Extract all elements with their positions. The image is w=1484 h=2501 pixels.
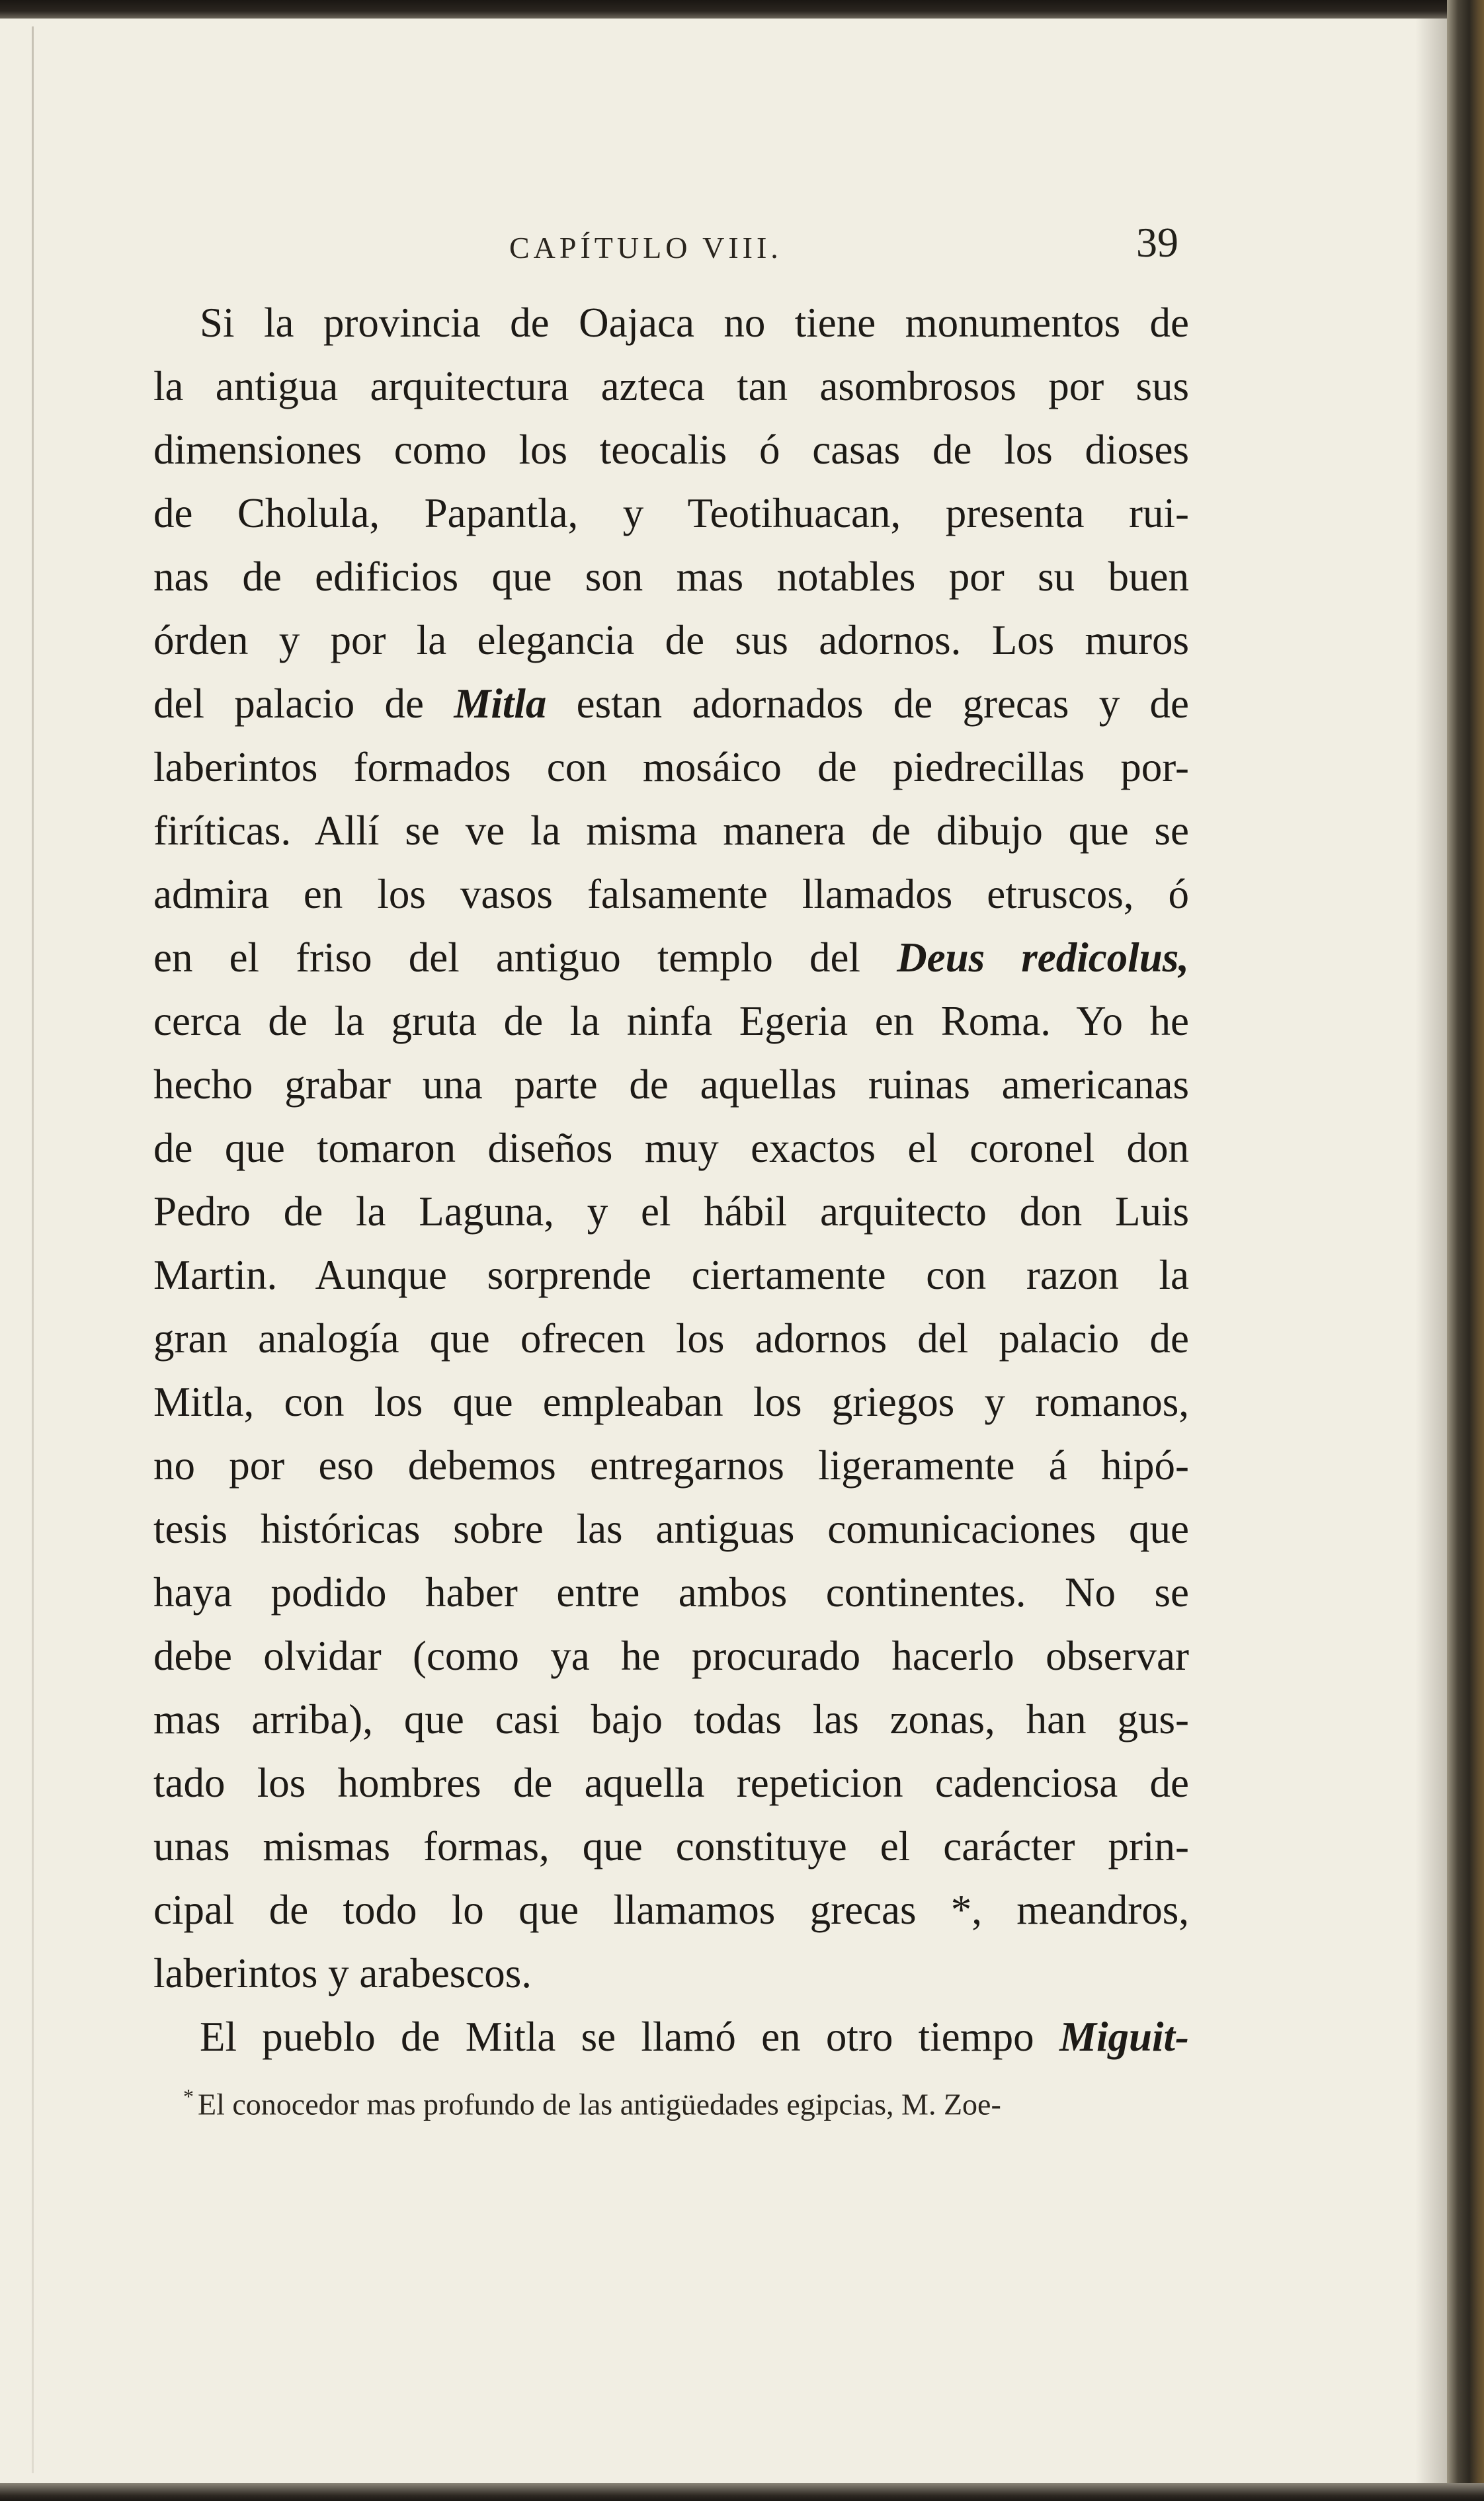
text-line: nas de edificios que son mas notables por su buen xyxy=(153,554,1189,600)
text-fragment: estan adornados de grecas y de xyxy=(546,680,1189,727)
page-margin-shadow xyxy=(32,26,34,2473)
italic-term-deus-redicolus: Deus redicolus, xyxy=(897,934,1189,981)
text-line xyxy=(153,672,1189,735)
text-line: debe olvidar (como ya he procurado hacerlo observar xyxy=(153,1633,1189,1679)
scan-top-edge xyxy=(0,0,1484,19)
text-line: de que tomaron diseños muy exactos el coronel don xyxy=(153,1125,1189,1171)
text-line: Si la provincia de Oajaca no tiene monumentos de xyxy=(200,300,1189,346)
text-line: Pedro de la Laguna, y el hábil arquitecto don Luis xyxy=(153,1188,1189,1235)
text-line: unas mismas formas, que constituye el carácter prin- xyxy=(153,1823,1189,1869)
text-line: Martin. Aunque sorprende ciertamente con razon la xyxy=(153,1252,1189,1298)
body-text xyxy=(153,291,1189,2069)
running-head xyxy=(0,218,1484,271)
text-line: hecho grabar una parte de aquellas ruinas americanas xyxy=(153,1061,1189,1108)
text-line: de Cholula, Papantla, y Teotihuacan, presenta rui- xyxy=(153,490,1189,536)
text-line: cipal de todo lo que llamamos grecas *, meandros, xyxy=(153,1887,1189,1933)
text-fragment: El pueblo de Mitla se llamó en otro tiempo xyxy=(200,2014,1059,2060)
scan-bottom-edge xyxy=(0,2483,1484,2501)
page-number: 39 xyxy=(1136,219,1178,266)
running-title: CAPÍTULO VIII. xyxy=(509,231,782,265)
text-line: tado los hombres de aquella repeticion cadenciosa de xyxy=(153,1760,1189,1806)
text-line xyxy=(153,2005,1189,2069)
text-line: cerca de la gruta de la ninfa Egeria en Roma. Yo he xyxy=(153,998,1189,1044)
footnote xyxy=(153,2070,1189,2131)
italic-term-miguit: Miguit- xyxy=(1059,2014,1189,2060)
text-line: órden y por la elegancia de sus adornos. Los muros xyxy=(153,617,1189,663)
text-line: laberintos y arabescos. xyxy=(153,1950,532,1996)
italic-term-mitla: Mitla xyxy=(454,680,547,727)
text-line: haya podido haber entre ambos continentes. No se xyxy=(153,1569,1189,1616)
footnote-marker: * xyxy=(183,2084,194,2108)
text-line: admira en los vasos falsamente llamados etruscos, ó xyxy=(153,871,1189,917)
text-fragment: del palacio de xyxy=(153,680,454,727)
book-binding-edge xyxy=(1447,0,1484,2501)
footnote-text: El conocedor mas profundo de las antigüedades egipcias, M. Zoe- xyxy=(198,2087,1001,2121)
text-line: la antigua arquitectura azteca tan asombrosos por sus xyxy=(153,363,1189,409)
text-line xyxy=(153,926,1189,989)
gutter-shadow xyxy=(1415,19,1447,2483)
text-line: no por eso debemos entregarnos ligeramente á hipó- xyxy=(153,1442,1189,1489)
text-fragment: en el friso del antiguo templo del xyxy=(153,934,897,981)
text-line: laberintos formados con mosáico de piedrecillas por- xyxy=(153,744,1189,790)
text-line: tesis históricas sobre las antiguas comunicaciones que xyxy=(153,1506,1189,1552)
text-line: dimensiones como los teocalis ó casas de los dioses xyxy=(153,427,1189,473)
text-line: gran analogía que ofrecen los adornos del palacio de xyxy=(153,1315,1189,1362)
text-line: firíticas. Allí se ve la misma manera de dibujo que se xyxy=(153,807,1189,854)
text-line: mas arriba), que casi bajo todas las zonas, han gus- xyxy=(153,1696,1189,1742)
text-line: Mitla, con los que empleaban los griegos y romanos, xyxy=(153,1379,1189,1425)
